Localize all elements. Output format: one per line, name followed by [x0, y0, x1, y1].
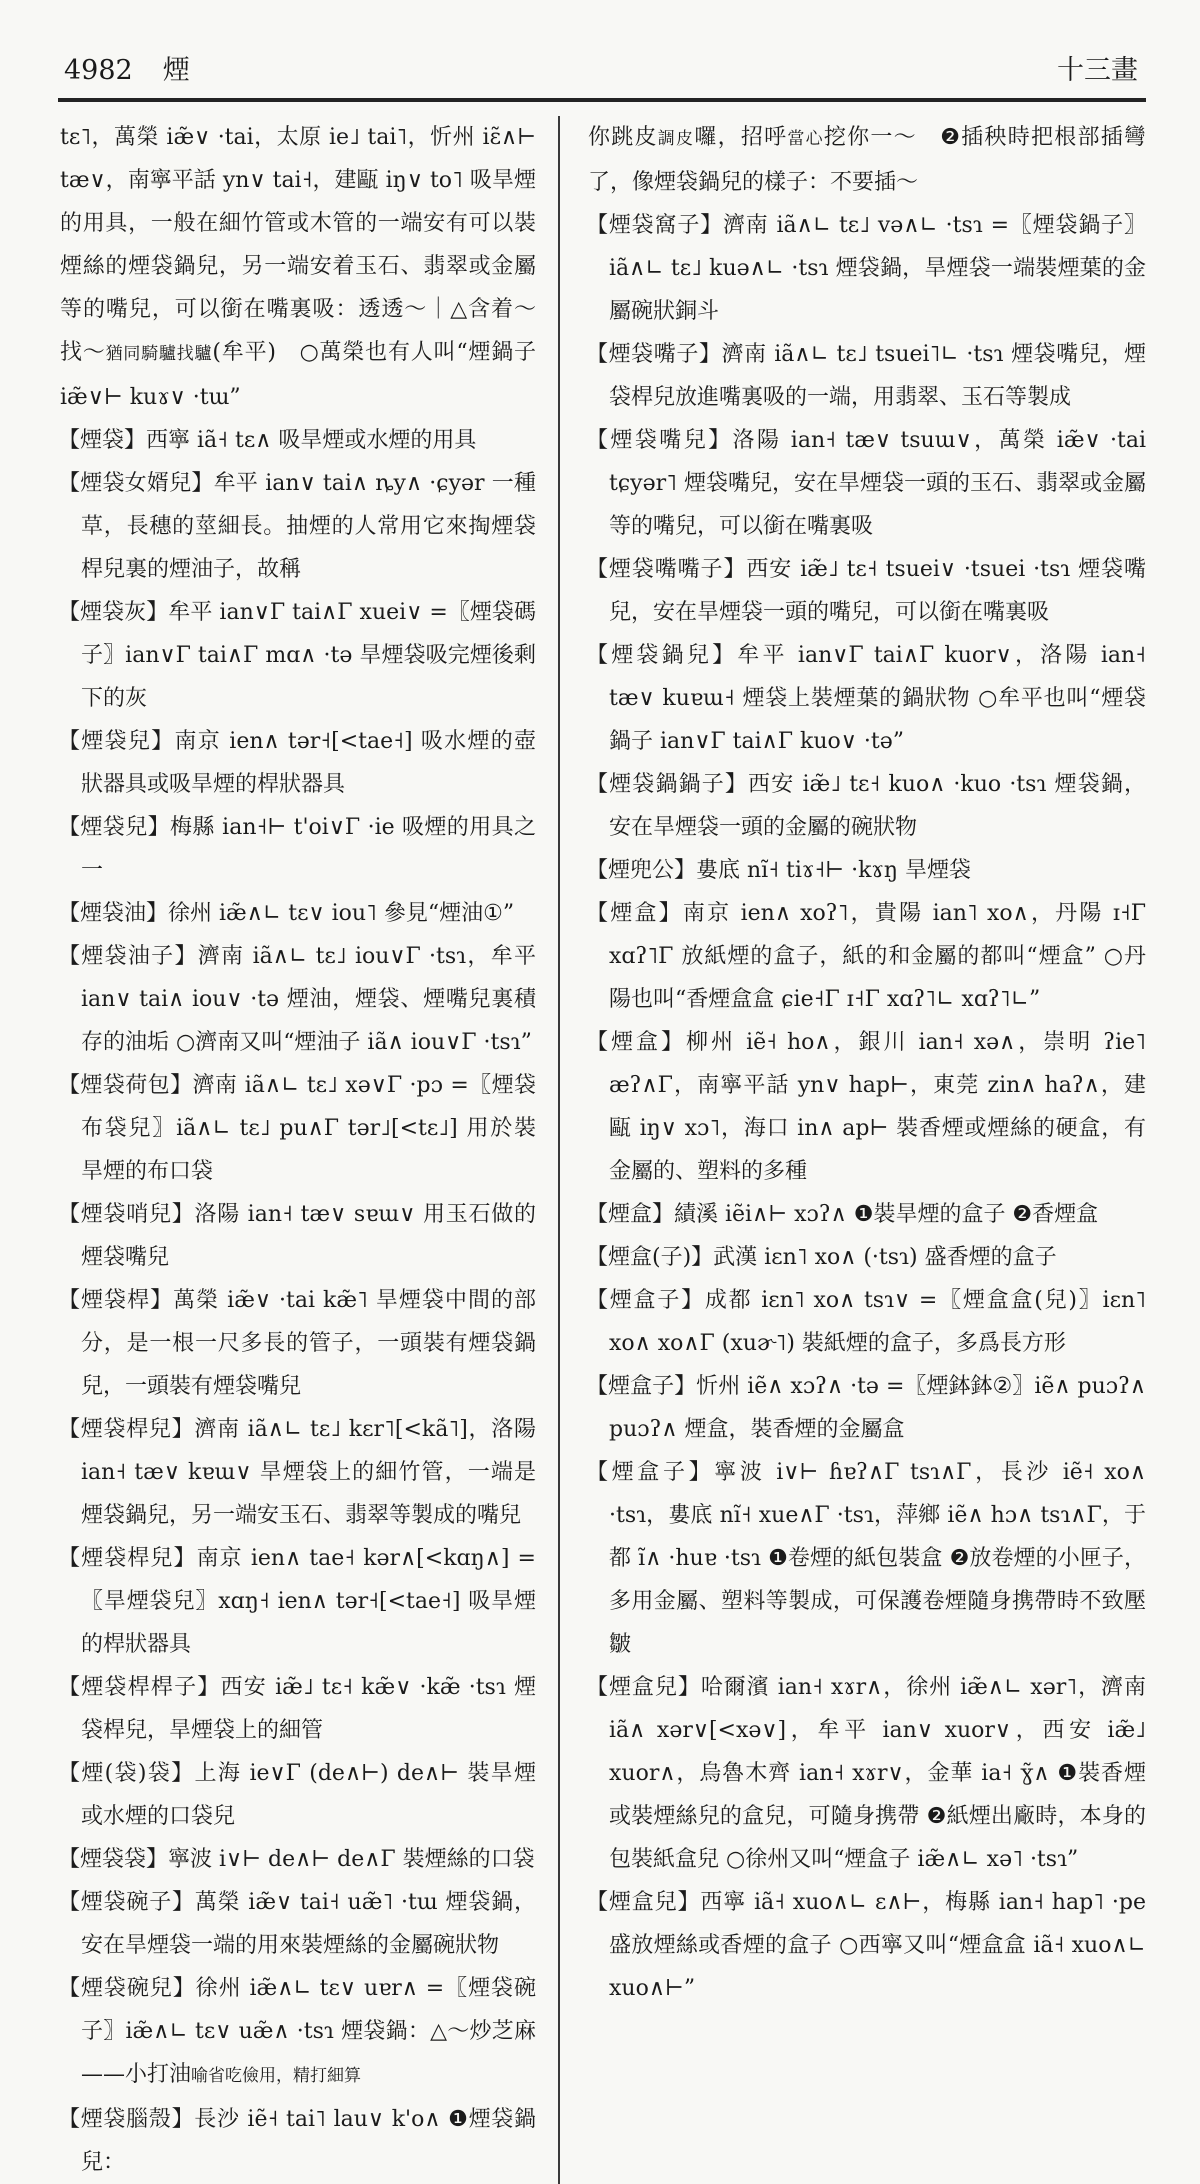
entry-text: 囉，招呼	[694, 125, 788, 150]
entry-text: 【煙袋灰】牟平 ian∨Γ tai∧Γ xuei∨ =〖煙袋碼子〗ian∨Γ tai∧Γ mɑ∧ ·tə 旱煙袋吸完煙後剩下的灰	[58, 600, 536, 711]
entry-text: 【煙盒子】寧波 i∨⊢ ɦɐʔ∧Γ tsɿ∧Γ，長沙 iẽ˧ xo∧ ·tsɿ，婁底 nĩ˧ xue∧Γ ·tsɿ，萍鄉 iẽ∧ hɔ∧ tsɿ∧Γ，于都 ĩ∧ ·huɐ ·tsɿ ❶卷煙的紙包裝盒 ❷放卷煙的小匣子，多用金屬、塑料等製成，可保護卷煙隨身携帶時不致壓皺	[586, 1460, 1146, 1657]
entry-text: 【煙袋】西寧 iã˧ tɛ∧ 吸旱煙或水煙的用具	[58, 428, 477, 453]
dictionary-entry	[58, 419, 536, 462]
entry-continuation	[586, 116, 1146, 204]
dictionary-entry	[58, 1193, 536, 1279]
dictionary-entry	[586, 419, 1146, 548]
dictionary-entry	[586, 634, 1146, 763]
dictionary-entry	[58, 935, 536, 1064]
entry-text: (牟平) ○萬榮也有人叫“煙鍋子 iæ̃∨⊢ kuɤ∨ ·tɯ”	[60, 340, 536, 410]
entry-text: 【煙袋女婿兒】牟平 ian∨ tai∧ ȵy∧ ·ɕyər 一種草，長穗的莖細長。抽煙的人常用它來掏煙袋桿兒裏的煙油子，故稱	[58, 471, 536, 582]
entry-text: 你跳皮	[588, 125, 658, 150]
header-rule	[58, 98, 1146, 102]
entry-text: 挖你一～ ❷插秧時把根部插彎了，像煙袋鍋兒的樣子：不要插～	[588, 125, 1146, 195]
dictionary-entry	[586, 204, 1146, 333]
entry-continuation	[58, 116, 536, 419]
right-column	[558, 116, 1146, 2184]
entry-text: 【煙盒】南京 ien∧ xoʔ˥，貴陽 ian˥ xo∧，丹陽 ɪ˧Γ xɑʔ˥Γ 放紙煙的盒子，紙的和金屬的都叫“煙盒” ○丹陽也叫“香煙盒盒 ɕie˧Γ ɪ˧Γ xɑʔ˥∟ xɑʔ˥∟”	[586, 901, 1146, 1012]
entry-text: 【煙袋嘴子】濟南 iã∧∟ tɛ˩ tsuei˥∟ ·tsɿ 煙袋嘴兒，煙袋桿兒放進嘴裏吸的一端，用翡翠、玉石等製成	[586, 342, 1146, 410]
entry-text: 【煙袋碗兒】徐州 iæ̃∧∟ tɛ∨ uɐr∧ =〖煙袋碗子〗iæ̃∧∟ tɛ∨ uæ̃∧ ·tsɿ 煙袋鍋：△～炒芝麻——小打油	[58, 1976, 536, 2087]
dictionary-entry	[586, 1193, 1146, 1236]
dictionary-entry	[586, 1021, 1146, 1193]
entry-text: 【煙袋兒】梅縣 ian˧⊢ t'oi∨Γ ·ie 吸煙的用具之一	[58, 815, 536, 883]
entry-text: 【煙袋窩子】濟南 iã∧∟ tɛ˩ və∧∟ ·tsɿ =〖煙袋鍋子〗iã∧∟ tɛ˩ kuə∧∟ ·tsɿ 煙袋鍋，旱煙袋一端裝煙葉的金屬碗狀銅斗	[586, 213, 1146, 324]
annotation-small-text: 當心	[787, 129, 824, 149]
dictionary-entry	[586, 1666, 1146, 1881]
entry-text: 【煙袋腦殼】長沙 iẽ˧ tai˥ lau∨ k'o∧ ❶煙袋鍋兒：	[58, 2107, 536, 2175]
dictionary-entry	[586, 1365, 1146, 1451]
dictionary-entry	[58, 892, 536, 935]
dictionary-entry	[58, 1666, 536, 1752]
entry-text: 【煙袋鍋鍋子】西安 iæ̃˩ tɛ˧ kuo∧ ·kuo ·tsɿ 煙袋鍋，安在旱煙袋一頭的金屬的碗狀物	[586, 772, 1146, 840]
text-columns	[58, 116, 1146, 2184]
dictionary-entry	[58, 1279, 536, 1408]
dictionary-entry	[586, 1279, 1146, 1365]
entry-text: 【煙袋油】徐州 iæ̃∧∟ tɛ∨ iou˥ 參見“煙油①”	[58, 901, 515, 926]
dictionary-entry	[586, 1451, 1146, 1666]
dictionary-entry	[58, 1408, 536, 1537]
dictionary-entry	[586, 892, 1146, 1021]
entry-text: 【煙袋桿兒】南京 ien∧ tae˧ kər∧[<kɑŋ∧] =〖旱煙袋兒〗xɑŋ˧ ien∧ tər˧[<tae˧] 吸旱煙的桿狀器具	[58, 1546, 536, 1657]
dictionary-entry	[58, 1537, 536, 1666]
dictionary-entry	[58, 1064, 536, 1193]
dictionary-entry	[58, 1881, 536, 1967]
entry-text: 【煙袋荷包】濟南 iã∧∟ tɛ˩ xə∨Γ ·pɔ =〖煙袋布袋兒〗iã∧∟ tɛ˩ pu∧Γ tər˩[<tɛ˩] 用於裝旱煙的布口袋	[58, 1073, 536, 1184]
entry-text: 【煙袋嘴兒】洛陽 ian˧ tæ∨ tsuɯ∨，萬榮 iæ̃∨ ·tai tɕyər˥ 煙袋嘴兒，安在旱煙袋一頭的玉石、翡翠或金屬等的嘴兒，可以銜在嘴裏吸	[586, 428, 1146, 539]
entry-text: 【煙袋碗子】萬榮 iæ̃∨ tai˧ uæ̃˥ ·tɯ 煙袋鍋，安在旱煙袋一端的用來裝煙絲的金屬碗狀物	[58, 1890, 536, 1958]
entry-text: 【煙袋兒】南京 ien∧ tər˧[<tae˧] 吸水煙的壺狀器具或吸旱煙的桿狀器具	[58, 729, 536, 797]
dictionary-entry	[58, 720, 536, 806]
dictionary-entry	[586, 333, 1146, 419]
entry-text: 【煙盒】績溪 iẽi∧⊢ xɔʔ∧ ❶裝旱煙的盒子 ❷香煙盒	[586, 1202, 1099, 1227]
entry-text: 【煙袋袋】寧波 i∨⊢ de∧⊢ de∧Γ 裝煙絲的口袋	[58, 1847, 535, 1872]
dictionary-entry	[58, 806, 536, 892]
entry-text: 【煙袋油子】濟南 iã∧∟ tɛ˩ iou∨Γ ·tsɿ，牟平 ian∨ tai∧ iou∨ ·tə 煙油，煙袋、煙嘴兒裏積存的油垢 ○濟南又叫“煙油子 iã∧ iou∨Γ ·tsɿ”	[58, 944, 536, 1055]
entry-text: 【煙盒(子)】武漢 iɛn˥ xo∧ (·tsɿ) 盛香煙的盒子	[586, 1245, 1057, 1270]
page-number: 4982	[64, 55, 133, 86]
dictionary-entry	[58, 1838, 536, 1881]
entry-text: 【煙袋桿桿子】西安 iæ̃˩ tɛ˧ kæ̃∨ ·kæ̃ ·tsɿ 煙袋桿兒，旱煙袋上的細管	[58, 1675, 536, 1743]
dictionary-entry	[58, 1967, 536, 2098]
entry-text: tɛ˥，萬榮 iæ̃∨ ·tai，太原 ie˩ tai˥，忻州 iɛ̃∧⊢ tæ∨，南寧平話 yn∨ tai˧，建甌 iŋ∨ to˥ 吸旱煙的用具，一般在細竹管或木管的一端安有可以裝煙絲的煙袋鍋兒，另一端安着玉石、翡翠或金屬等的嘴兒，可以銜在嘴裏吸：透透～｜△含着～找～	[60, 125, 536, 365]
entry-text: 【煙袋鍋兒】牟平 ian∨Γ tai∧Γ kuor∨，洛陽 ian˧ tæ∨ kuɐɯ˧ 煙袋上裝煙葉的鍋狀物 ○牟平也叫“煙袋鍋子 ian∨Γ tai∧Γ kuo∨ ·tə”	[586, 643, 1146, 754]
dictionary-entry	[586, 763, 1146, 849]
entry-text: 【煙盒子】忻州 iẽ∧ xɔʔ∧ ·tə =〖煙鉢鉢②〗iẽ∧ puɔʔ∧ puɔʔ∧ 煙盒，裝香煙的金屬盒	[586, 1374, 1146, 1442]
entry-text: 【煙盒兒】哈爾濱 ian˧ xɤr∧，徐州 iæ̃∧∟ xər˥，濟南 iã∧ xər∨[<xə∨]，牟平 ian∨ xuor∨，西安 iæ̃˩ xuor∧，烏魯木齊 ian˧ xɤr∨，金華 ia˧ ɣ̃∧ ❶裝香煙或裝煙絲兒的盒兒，可隨身携帶 ❷紙煙出廠時，本身的包裝紙盒兒 ○徐州又叫“煙盒子 iæ̃∧∟ xə˥ ·tsɿ”	[586, 1675, 1146, 1872]
dictionary-entry	[58, 462, 536, 591]
entry-text: 【煙盒兒】西寧 iã˧ xuo∧∟ ɛ∧⊢，梅縣 ian˧ hap˥ ·pe 盛放煙絲或香煙的盒子 ○西寧又叫“煙盒盒 iã˧ xuo∧∟ xuo∧⊢”	[586, 1890, 1146, 2001]
dictionary-entry	[58, 591, 536, 720]
annotation-small-text: 猶同騎驢找驢	[105, 344, 213, 364]
dictionary-entry	[586, 1236, 1146, 1279]
annotation-small-text: 喻省吃儉用，精打細算	[191, 2066, 362, 2086]
dictionary-entry	[586, 1881, 1146, 2010]
section-character: 煙	[162, 55, 190, 86]
header-left	[64, 56, 190, 86]
entry-text: 【煙袋桿】萬榮 iæ̃∨ ·tai kæ̃˥ 旱煙袋中間的部分，是一根一尺多長的管子，一頭裝有煙袋鍋兒，一頭裝有煙袋嘴兒	[58, 1288, 536, 1399]
entry-text: 【煙兜公】婁底 nĩ˧ tiɤ˧⊢ ·kɤŋ 旱煙袋	[586, 858, 971, 883]
entry-text: 【煙盒子】成都 iɛn˥ xo∧ tsɿ∨ =〖煙盒盒(兒)〗iɛn˥ xo∧ xo∧Γ (xuɚ˥) 裝紙煙的盒子，多爲長方形	[586, 1288, 1146, 1356]
annotation-small-text: 調皮	[657, 129, 695, 149]
entry-text: 【煙袋嘴嘴子】西安 iæ̃˩ tɛ˧ tsuei∨ ·tsuei ·tsɿ 煙袋嘴兒，安在旱煙袋一頭的嘴兒，可以銜在嘴裏吸	[586, 557, 1146, 625]
dictionary-entry	[586, 849, 1146, 892]
dictionary-entry	[58, 1752, 536, 1838]
stroke-section-label: 十三畫	[1057, 55, 1138, 86]
dictionary-entry	[58, 2098, 536, 2184]
entry-text: 【煙袋哨兒】洛陽 ian˧ tæ∨ sɐɯ∨ 用玉石做的煙袋嘴兒	[58, 1202, 536, 1270]
page-header	[58, 56, 1146, 86]
left-column	[58, 116, 558, 2184]
entry-text: 【煙袋桿兒】濟南 iã∧∟ tɛ˩ kɛr˥[<kã˥]，洛陽 ian˧ tæ∨ kɐɯ∨ 旱煙袋上的細竹管，一端是煙袋鍋兒，另一端安玉石、翡翠等製成的嘴兒	[58, 1417, 536, 1528]
entry-text: 【煙盒】柳州 iẽ˧ ho∧，銀川 ian˧ xə∧，崇明 ʔie˥ æʔ∧Γ，南寧平話 yn∨ hap⊢，東莞 zin∧ haʔ∧，建甌 iŋ∨ xɔ˥，海口 in∧ ap⊢ 裝香煙或煙絲的硬盒，有金屬的、塑料的多種	[586, 1030, 1146, 1184]
dictionary-entry	[586, 548, 1146, 634]
entry-text: 【煙(袋)袋】上海 ie∨Γ (de∧⊢) de∧⊢ 裝旱煙或水煙的口袋兒	[58, 1761, 536, 1829]
